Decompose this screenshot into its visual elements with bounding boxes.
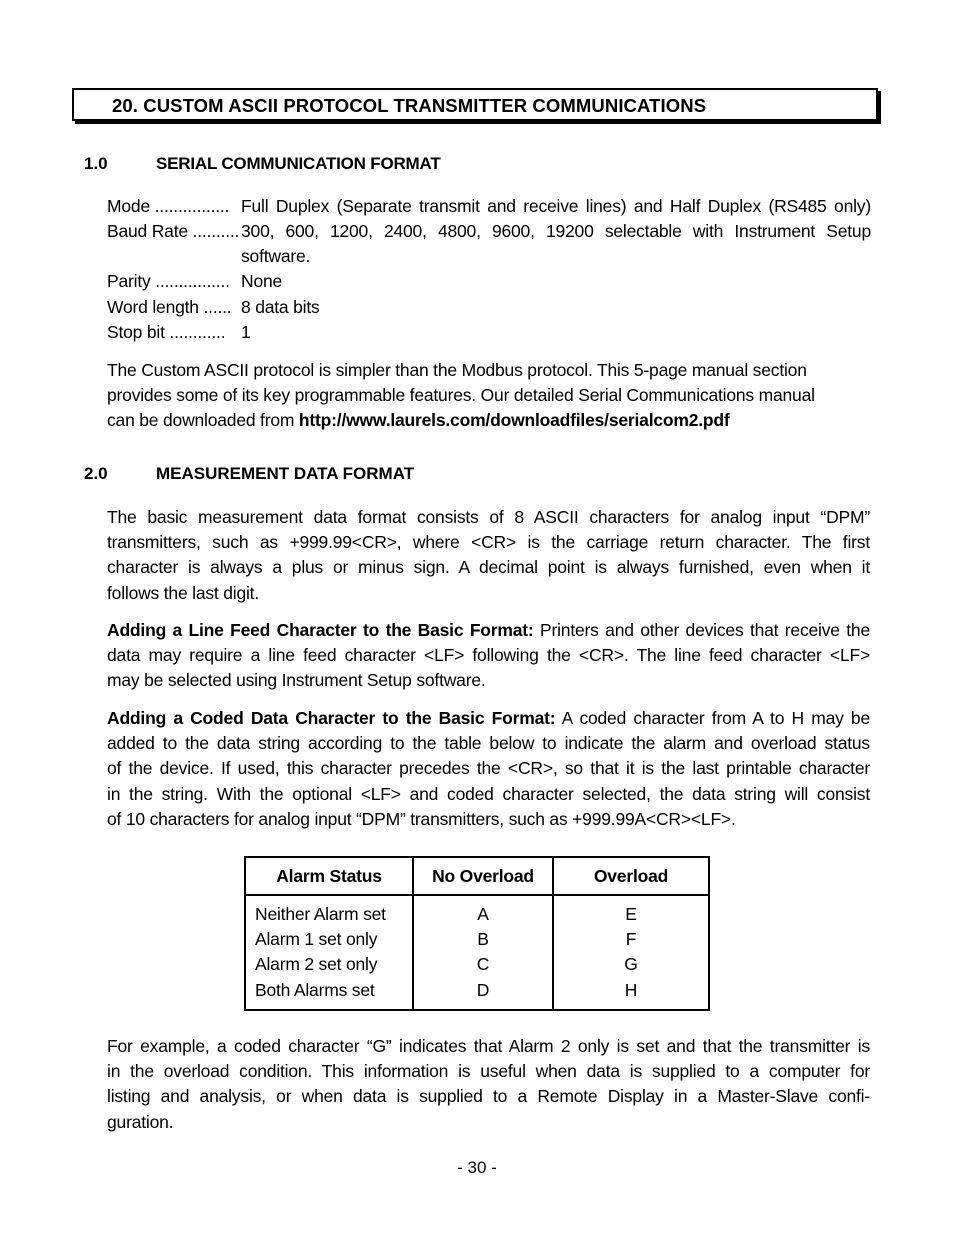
spec-value: None: [241, 271, 283, 291]
paragraph-line: listing and analysis, or when data is supplied to a Remote Display in a Master-Slave confi-: [107, 1086, 870, 1107]
coded-character-paragraph: [107, 706, 870, 832]
chapter-title-box: [72, 88, 878, 121]
paragraph-line: provides some of its key programmable features. Our detailed Serial Communications manual: [107, 385, 815, 406]
paragraph-line: [107, 408, 853, 433]
spec-value: Full Duplex (Separate transmit and receive lines) and Half Duplex (RS485 only): [241, 196, 871, 216]
paragraph-line: data may require a line feed character <LF> following the <CR>. The line feed character <LF>: [107, 645, 870, 666]
section-2-title: MEASUREMENT DATA FORMAT: [156, 464, 415, 483]
paragraph-line: follows the last digit.: [107, 582, 260, 603]
column-header-no-overload: No Overload: [413, 857, 553, 895]
coded-character-heading: Adding a Coded Data Character to the Basic Format:: [107, 708, 556, 728]
table-row: [245, 895, 709, 1010]
no-overload-code: B: [477, 929, 489, 950]
example-paragraph: [107, 1034, 870, 1135]
custom-ascii-intro-paragraph: [107, 358, 853, 434]
spec-value: 300, 600, 1200, 2400, 4800, 9600, 19200 selectable with Instrument Setup: [241, 221, 871, 241]
line-feed-heading: Adding a Line Feed Character to the Basic Format:: [107, 620, 534, 640]
paragraph-line: For example, a coded character “G” indicates that Alarm 2 only is set and that the transmitter is: [107, 1036, 870, 1056]
spec-value: 8 data bits: [241, 297, 320, 317]
spec-value: 1: [241, 322, 251, 342]
no-overload-code: C: [476, 954, 490, 975]
overload-code: E: [625, 904, 637, 924]
spec-label: Word length ......: [107, 297, 232, 317]
paragraph-line: [107, 618, 870, 643]
section-2-number: 2.0: [84, 464, 108, 483]
paragraph-line: [107, 706, 870, 731]
paragraph-line: transmitters, such as +999.99<CR>, where <CR> is the carriage return character. The first: [107, 532, 870, 553]
chapter-title: 20. CUSTOM ASCII PROTOCOL TRANSMITTER COMMUNICATIONS: [112, 95, 707, 116]
overload-cell: [553, 895, 709, 1010]
no-overload-code: D: [476, 979, 490, 1000]
overload-code: F: [625, 929, 637, 950]
spec-label: Parity ................: [107, 271, 230, 291]
alarm-status-value: Neither Alarm set: [255, 904, 386, 924]
line-feed-paragraph: [107, 618, 870, 694]
paragraph-line: in the string. With the optional <LF> and coded character selected, the data string will consist: [107, 783, 870, 804]
paragraph-line: The basic measurement data format consists of 8 ASCII characters for analog input “DPM”: [107, 507, 870, 527]
paragraph-line: in the overload condition. This information is useful when data is supplied to a computer for: [107, 1061, 870, 1082]
alarm-status-value: Alarm 1 set only: [255, 929, 378, 950]
serial-manual-link[interactable]: http://www.laurels.com/downloadfiles/serialcom2.pdf: [298, 410, 730, 431]
overload-code: G: [624, 954, 638, 975]
alarm-status-value: Both Alarms set: [255, 979, 375, 1000]
paragraph-line: added to the data string according to the table below to indicate the alarm and overload status: [107, 733, 870, 754]
paragraph-line: of 10 characters for analog input “DPM” transmitters, such as +999.99A<CR><LF>.: [107, 808, 736, 829]
spec-label: Stop bit ............: [107, 322, 226, 342]
spec-label: Baud Rate ..........: [107, 221, 239, 241]
overload-code: H: [624, 979, 638, 1000]
column-header-alarm-status: Alarm Status: [245, 857, 413, 895]
spec-value: software.: [241, 246, 311, 266]
paragraph-line: guration.: [107, 1111, 174, 1132]
page-number: - 30 -: [457, 1158, 497, 1177]
download-text: can be downloaded from: [107, 410, 299, 431]
alarm-status-cell: [245, 895, 413, 1010]
section-1-number: 1.0: [84, 154, 108, 173]
paragraph-text: Printers and other devices that receive the: [533, 620, 870, 640]
no-overload-cell: [413, 895, 553, 1010]
paragraph-line: may be selected using Instrument Setup software.: [107, 670, 486, 691]
table-header-row: [245, 857, 709, 895]
paragraph-text: A coded character from A to H may be: [555, 708, 870, 728]
spec-label: Mode ................: [107, 196, 230, 216]
measurement-format-paragraph: [107, 505, 870, 606]
no-overload-code: A: [477, 904, 489, 924]
coded-character-table: [244, 856, 710, 1011]
column-header-overload: Overload: [553, 857, 709, 895]
paragraph-line: character is always a plus or minus sign. A decimal point is always furnished, even when it: [107, 557, 870, 578]
alarm-status-value: Alarm 2 set only: [255, 954, 378, 975]
section-1-title: SERIAL COMMUNICATION FORMAT: [156, 154, 441, 173]
paragraph-line: of the device. If used, this character precedes the <CR>, so that it is the last printable character: [107, 758, 870, 779]
paragraph-line: The Custom ASCII protocol is simpler than the Modbus protocol. This 5-page manual section: [107, 360, 807, 380]
